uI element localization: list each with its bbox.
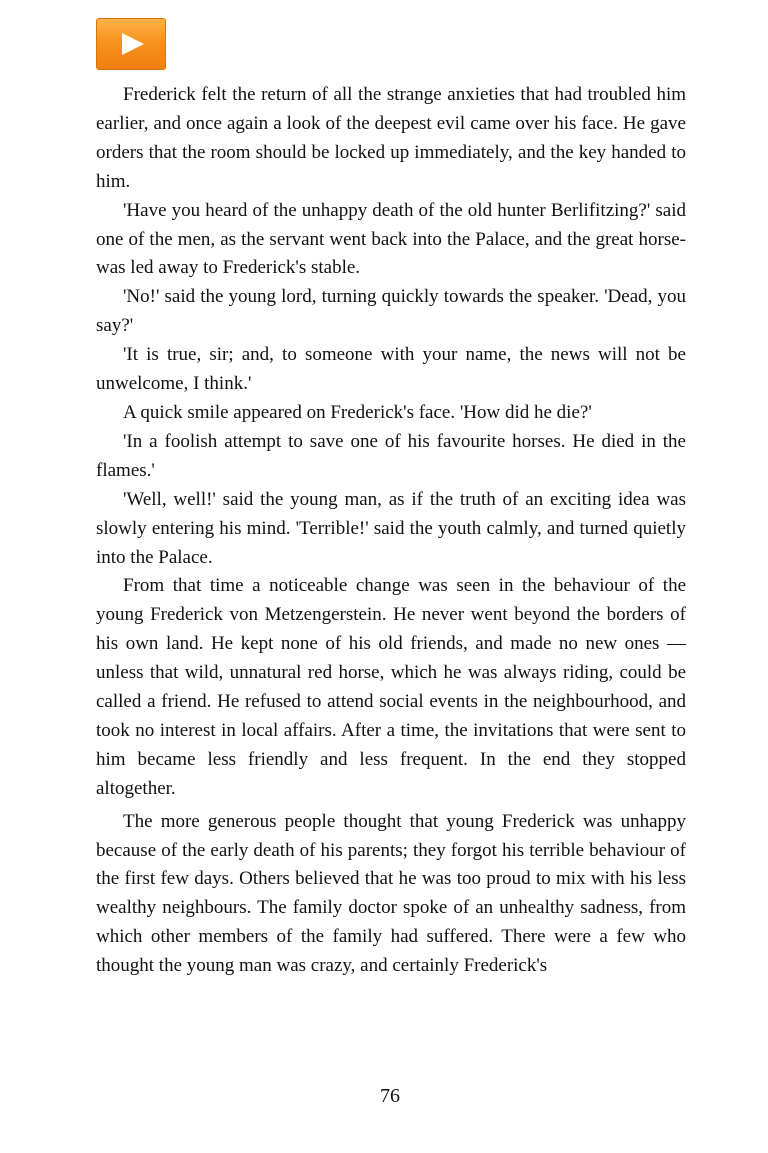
paragraph: From that time a noticeable change was seen in the behaviour of the young Frederick von Metzengerstein. He never went beyond the borders of his own land. He kept none of his old friends, and made no new ones — unless that wild, unnatural red horse, which he was always riding, could be called a friend. He refused to attend social events in the neighbourhood, and took no interest in local affairs. After a time, the invitations that were sent to him became less friendly and less frequent. In the end they stopped altogether. (96, 575, 686, 799)
play-icon (122, 33, 144, 55)
play-button[interactable] (96, 18, 166, 70)
paragraph: 'Have you heard of the unhappy death of the old hunter Berlifitzing?' said one of the men, as the servant went back into the Palace, and the great horse- was led away to Frederick's stable. (96, 199, 686, 279)
paragraph: The more generous people thought that young Frederick was unhappy because of the early death of his parents; they forgot his terrible behaviour of the first few days. Others believed that he was too proud to mix with his less wealthy neighbours. The family doctor spoke of an unhealthy sadness, from which other members of the family had suffered. There were a few who thought the young man was crazy, and certainly Frederick's (96, 810, 686, 977)
paragraph: 'No!' said the young lord, turning quickly towards the speaker. 'Dead, you say?' (96, 286, 686, 337)
paragraph: 'It is true, sir; and, to someone with your name, the news will not be unwelcome, I think.' (96, 344, 686, 395)
page-number: 76 (380, 1085, 400, 1107)
paragraph: A quick smile appeared on Frederick's face. 'How did he die?' (123, 401, 592, 423)
page-body (96, 81, 686, 981)
paragraph: 'Well, well!' said the young man, as if the truth of an exciting idea was slowly entering his mind. 'Terrible!' said the youth calmly, and turned quietly into the Palace. (96, 488, 686, 568)
paragraph: 'In a foolish attempt to save one of his favourite horses. He died in the flames.' (96, 430, 686, 481)
paragraph: Frederick felt the return of all the strange anxieties that had troubled him earlier, and once again a look of the deepest evil came over his face. He gave orders that the room should be locked up immediately, and the key handed to him. (96, 84, 686, 192)
